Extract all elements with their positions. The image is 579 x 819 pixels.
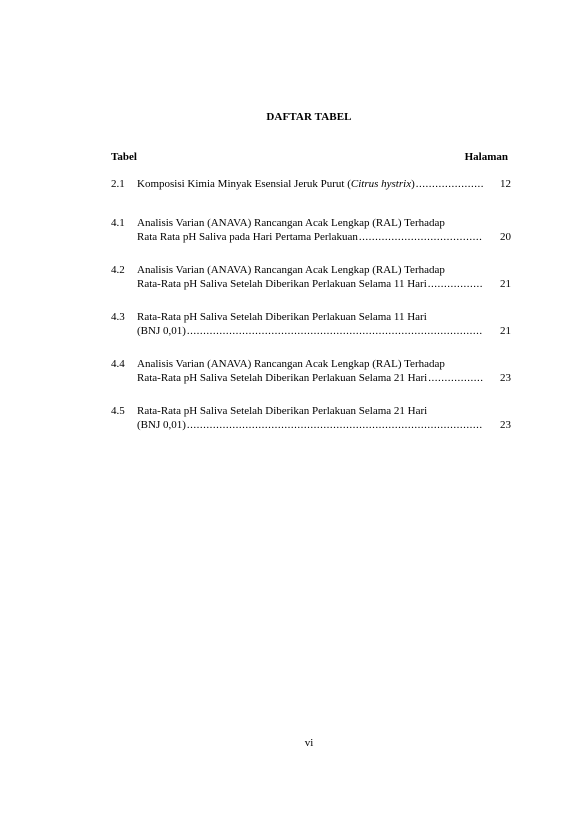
page-number: 21 (500, 278, 511, 290)
table-list (111, 177, 511, 451)
dot-leader (359, 230, 483, 244)
table-number: 4.5 (111, 405, 125, 417)
table-list-item[interactable] (111, 310, 511, 338)
table-number: 4.2 (111, 264, 125, 276)
column-header-tabel: Tabel (111, 151, 137, 163)
page-title: DAFTAR TABEL (266, 111, 352, 123)
page-number: 12 (500, 178, 511, 190)
table-list-item[interactable] (111, 357, 511, 385)
page-number: 23 (500, 419, 511, 431)
table-caption-line2: Rata-Rata pH Saliva Setelah Diberikan Perlakuan Selama 11 Hari (137, 278, 427, 290)
table-list-item[interactable] (111, 263, 511, 291)
table-caption-line1: Analisis Varian (ANAVA) Rancangan Acak Lengkap (RAL) Terhadap (137, 217, 445, 229)
species-name: Citrus hystrix (350, 178, 412, 190)
table-number: 4.4 (111, 358, 125, 370)
column-header-halaman: Halaman (464, 151, 508, 163)
table-caption: Komposisi Kimia Minyak Esensial Jeruk Purut (Citrus hystrix) (137, 178, 415, 190)
table-caption-line2: Rata Rata pH Saliva pada Hari Pertama Perlakuan (137, 231, 358, 243)
table-number: 2.1 (111, 178, 125, 190)
page-number: 23 (500, 372, 511, 384)
table-list-item[interactable] (111, 216, 511, 244)
dot-leader (428, 371, 483, 385)
dot-leader (187, 324, 483, 338)
table-caption-line1: Analisis Varian (ANAVA) Rancangan Acak Lengkap (RAL) Terhadap (137, 358, 445, 370)
table-list-item[interactable] (111, 404, 511, 432)
page-number: 21 (500, 325, 511, 337)
table-caption-line1: Analisis Varian (ANAVA) Rancangan Acak Lengkap (RAL) Terhadap (137, 264, 445, 276)
page-number: 20 (500, 231, 511, 243)
dot-leader (187, 418, 483, 432)
table-caption-line1: Rata-Rata pH Saliva Setelah Diberikan Perlakuan Selama 11 Hari (137, 311, 427, 323)
table-number: 4.3 (111, 311, 125, 323)
table-number: 4.1 (111, 217, 125, 229)
table-caption-line2: (BNJ 0,01) (137, 325, 186, 337)
table-caption-line2: (BNJ 0,01) (137, 419, 186, 431)
table-list-item[interactable] (111, 177, 511, 191)
footer-page-number: vi (304, 737, 314, 749)
table-caption-line1: Rata-Rata pH Saliva Setelah Diberikan Perlakuan Selama 21 Hari (137, 405, 428, 417)
dot-leader (428, 277, 483, 291)
table-caption-line2: Rata-Rata pH Saliva Setelah Diberikan Perlakuan Selama 21 Hari (137, 372, 428, 384)
dot-leader (416, 177, 483, 191)
